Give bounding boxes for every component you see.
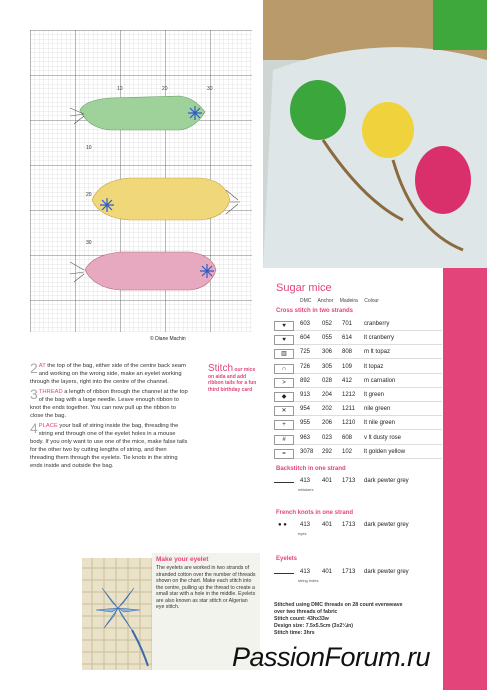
key-anchor: 292	[322, 448, 333, 455]
key-headers	[300, 298, 384, 304]
key-anchor: 204	[322, 392, 333, 398]
back-madeira: 1713	[342, 478, 356, 484]
footnote-line: Stitched using DMC threads on 28 count evenweave	[274, 602, 403, 608]
eyelet-colour: dark pewter grey	[364, 569, 409, 575]
side-tick-30: 30	[86, 240, 92, 246]
key-dmc: 955	[300, 420, 311, 427]
key-row	[274, 348, 442, 359]
french-anchor: 401	[322, 522, 333, 528]
french-knot-icon: ● ●	[278, 522, 287, 528]
key-madeira: 608	[342, 434, 353, 441]
footnote-line: over two threads of fabric	[274, 609, 338, 615]
step-text: your ball of string inside the bag, threading the string end through one of the eyelet holes in a mouse body. If you only want to use one of the mice, make false tails for the other two by cutting lengths of string, and then threading them through the eyelets. Tie knots in the string ends inside and outside the bag.	[30, 423, 188, 469]
eyelets-title: Eyelets	[276, 556, 298, 562]
key-colour: lt golden yellow	[364, 448, 406, 455]
step-2	[30, 362, 190, 386]
key-colour: m lt topaz	[364, 349, 391, 356]
side-tick-10: 10	[86, 145, 92, 151]
eyelet-madeira: 1713	[342, 569, 356, 575]
key-madeira: 701	[342, 321, 353, 327]
top-tick-30: 30	[207, 86, 213, 92]
eyelet-note: string holes	[298, 578, 319, 583]
key-dmc: 725	[300, 349, 311, 356]
key-dmc: 954	[300, 406, 311, 413]
key-colour: lt cranberry	[364, 335, 395, 342]
key-row	[274, 405, 442, 416]
key-anchor: 306	[322, 349, 333, 356]
key-madeira: 1212	[342, 392, 356, 398]
stitch-tip	[208, 363, 260, 393]
french-note: eyes	[298, 531, 307, 536]
eyelet-box-text: The eyelets are worked in two strands of stranded cotton over the number of threads shown on the chart. Make each stitch into the centre, pulling up the thread to create a small star with a hole in the middle. Eyelets are also known as star stitch or Algerian eye stitch.	[156, 565, 256, 610]
key-row	[274, 363, 442, 374]
key-row	[274, 320, 442, 331]
key-row	[274, 419, 442, 430]
key-anchor: 023	[322, 434, 333, 441]
key-row	[274, 448, 442, 459]
back-colour: dark pewter grey	[364, 478, 409, 484]
key-madeira: 1210	[342, 420, 356, 427]
backstitch-title: Backstitch in one strand	[276, 466, 346, 472]
eyelet-anchor: 401	[322, 569, 333, 575]
eyelet-dmc: 413	[300, 569, 311, 575]
back-note: whiskers	[298, 487, 314, 492]
key-row	[274, 334, 442, 345]
key-madeira: 1211	[342, 406, 355, 413]
key-madeira: 102	[342, 448, 353, 455]
french-dmc: 413	[300, 522, 311, 528]
footnote-line: Stitch count: 43hx33w	[274, 616, 329, 622]
eyelet-box-title: Make your eyelet	[156, 556, 209, 563]
watermark: PassionForum.ru	[232, 642, 431, 672]
back-dmc: 413	[300, 478, 311, 484]
key-madeira: 109	[342, 363, 353, 370]
top-tick-10: 10	[117, 86, 123, 92]
key-sym: ◆	[274, 392, 294, 402]
product-photo	[263, 0, 487, 268]
key-sym: ▥	[274, 349, 294, 359]
tip-text: our mice on aida and add ribbon tails for a fun third birthday card	[208, 367, 257, 393]
pink-mouse	[85, 252, 216, 290]
key-colour: v lt dusty rose	[364, 434, 402, 441]
header-madeira: Madeira	[339, 298, 358, 304]
key-colour: lt nile green	[364, 420, 396, 427]
step-3	[30, 388, 190, 420]
key-dmc: 604	[300, 335, 311, 342]
step-head: THREAD	[38, 389, 63, 395]
key-sym: ♥	[274, 321, 294, 331]
back-anchor: 401	[322, 478, 333, 484]
key-anchor: 052	[322, 321, 333, 327]
header-dmc: DMC	[300, 298, 312, 304]
cross-stitch-chart	[30, 30, 252, 332]
key-dmc: 892	[300, 377, 311, 384]
key-sym: ∩	[274, 364, 294, 374]
key-row	[274, 377, 442, 388]
step-number: 4	[30, 420, 38, 436]
key-row	[274, 434, 442, 445]
key-dmc: 3078	[300, 448, 314, 455]
key-dmc: 963	[300, 434, 311, 441]
key-anchor: 305	[322, 363, 333, 370]
step-head: AT	[38, 363, 46, 369]
chart-credit: © Diane Machin	[150, 336, 186, 342]
key-sym: #	[274, 435, 294, 445]
header-colour: Colour	[364, 298, 379, 304]
key-title: Sugar mice	[276, 282, 332, 294]
step-4	[30, 422, 190, 470]
key-anchor: 028	[322, 377, 333, 384]
key-colour: m carnation	[364, 377, 396, 384]
step-head: PLACE	[38, 423, 58, 429]
step-text: the top of the bag, either side of the centre back seam and working on the wrong side, make an eyelet working through the layers, right into the centre of the channel.	[30, 363, 186, 385]
side-tick-20: 20	[86, 192, 92, 198]
key-dmc: 913	[300, 392, 311, 398]
key-colour: nile green	[364, 406, 391, 413]
key-anchor: 055	[322, 335, 333, 342]
french-madeira: 1713	[342, 522, 356, 528]
key-dmc: 726	[300, 363, 311, 370]
footnote-line: Design size: 7.5x5.5cm (3x2¼in)	[274, 623, 354, 629]
cross-section-title: Cross stitch in two strands	[276, 308, 354, 314]
key-sym: +	[274, 420, 294, 430]
key-dmc: 603	[300, 321, 311, 327]
french-colour: dark pewter grey	[364, 522, 409, 528]
step-number: 3	[30, 386, 38, 402]
key-anchor: 202	[322, 406, 333, 413]
tip-heading: Stitch	[208, 363, 234, 374]
key-madeira: 412	[342, 377, 353, 384]
key-colour: lt green	[364, 392, 385, 398]
key-madeira: 614	[342, 335, 353, 342]
instructions	[30, 362, 190, 472]
eyelet-illustration	[82, 558, 154, 670]
header-anchor: Anchor	[317, 298, 334, 304]
key-sym: >	[274, 378, 294, 388]
step-text: a length of ribbon through the channel at the top of the bag with a large needle. Leave enough ribbon to knot the ends together. You can now pull up the ribbon to close the bag.	[30, 389, 188, 419]
top-tick-20: 20	[162, 86, 168, 92]
stitch-footnote	[274, 602, 442, 637]
key-sym: ✕	[274, 406, 294, 416]
french-title: French knots in one strand	[276, 510, 354, 516]
key-sym: =	[274, 449, 294, 459]
key-row	[274, 391, 442, 402]
chart-grid-svg	[30, 30, 252, 332]
key-madeira: 808	[342, 349, 353, 356]
key-sym: ♥	[274, 335, 294, 345]
green-mouse	[80, 96, 205, 130]
step-number: 2	[30, 360, 38, 376]
key-colour: lt topaz	[364, 363, 384, 370]
key-anchor: 206	[322, 420, 333, 427]
key-colour: cranberry	[364, 321, 390, 327]
footnote-line: Stitch time: 3hrs	[274, 630, 315, 636]
thread-key	[264, 282, 444, 662]
yellow-mouse	[92, 178, 230, 220]
